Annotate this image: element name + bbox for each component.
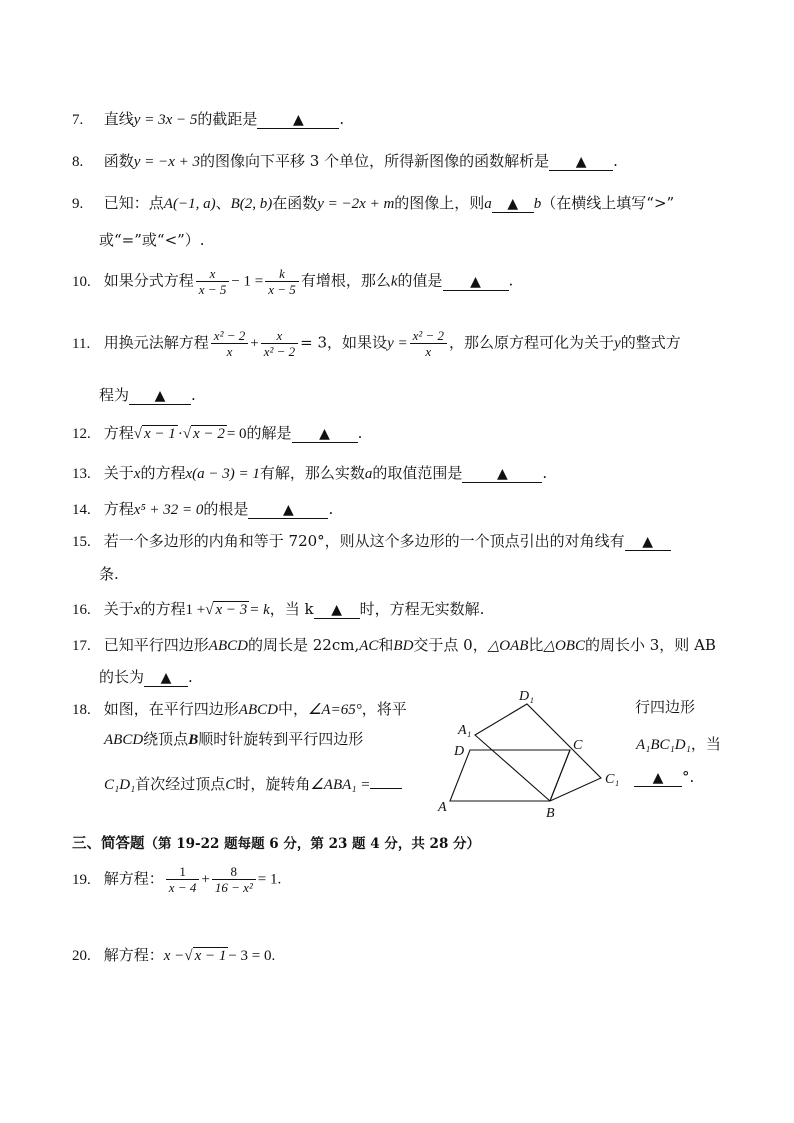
label-d: D	[454, 744, 465, 759]
question-text: 或“=”或“<”）.	[99, 231, 205, 249]
question-text: ，当	[690, 735, 721, 753]
numerator: x	[261, 328, 298, 344]
question-number: 19.	[72, 871, 91, 888]
question-11	[72, 328, 681, 359]
question-18-line2-right	[636, 733, 721, 754]
denominator: x	[226, 344, 233, 359]
question-text: 的截距是	[197, 110, 258, 128]
label-c1: C₁	[605, 772, 620, 787]
denominator: 16 − x²	[214, 880, 253, 895]
label-a1: A₁	[458, 723, 472, 738]
question-text: 的长为	[99, 668, 145, 686]
variable-k: k	[390, 273, 398, 290]
question-text: 已知平行四边形	[103, 636, 209, 654]
angle: ∠A=65°	[307, 702, 362, 718]
question-19	[72, 864, 281, 895]
question-9-line2	[99, 229, 205, 250]
question-text: ，将平	[361, 700, 407, 718]
question-number: 14.	[72, 502, 91, 518]
answer-blank[interactable]: ▲	[257, 112, 339, 129]
segment: AC	[359, 638, 379, 654]
answer-blank[interactable]: ▲	[549, 154, 613, 171]
question-number: 12.	[72, 426, 91, 442]
question-text: 首次经过顶点	[135, 775, 226, 793]
equation: x⁵ + 32 = 0	[133, 502, 204, 518]
denominator: x² − 2	[263, 344, 296, 359]
question-text: 直线	[103, 110, 134, 128]
denominator: x − 4	[168, 880, 197, 895]
question-text: 的值是	[397, 271, 443, 290]
variable-y: y	[614, 335, 621, 352]
label-d1: D₁	[519, 689, 534, 704]
question-9	[72, 192, 674, 213]
answer-blank[interactable]: ▲	[248, 502, 328, 519]
numerator: x² − 2	[410, 328, 447, 344]
period: .	[542, 464, 548, 482]
question-text: 程为	[99, 386, 130, 404]
fraction	[265, 266, 299, 297]
question-17	[72, 634, 716, 655]
figure-name: ABCD	[104, 732, 144, 748]
numerator: 8	[212, 864, 256, 880]
question-18	[72, 698, 407, 719]
question-text: 在函数	[272, 194, 318, 212]
answer-blank[interactable]: ▲	[292, 426, 358, 443]
segment: C₁D₁	[104, 777, 136, 793]
question-text: 顺时针旋转到平行四边形	[198, 730, 364, 748]
question-text: 有解，那么实数	[259, 464, 365, 482]
variable-x: x	[133, 466, 141, 482]
separator: 、	[215, 194, 231, 212]
segment: BD	[393, 638, 414, 654]
equation: = 1.	[257, 871, 282, 888]
radicand: x − 1	[194, 948, 227, 964]
question-text: 的图像上，则	[394, 194, 485, 212]
answer-blank[interactable]: ▲	[144, 670, 188, 687]
parallelogram-rotation-figure	[430, 688, 630, 820]
variable-x: x	[133, 602, 141, 618]
denominator: x − 5	[198, 282, 227, 297]
question-text: 绕顶点	[143, 730, 189, 748]
label-b: B	[546, 806, 555, 820]
question-text: 有增根，那么	[300, 271, 391, 290]
point-b: B(2, b)	[230, 196, 273, 212]
answer-underline	[370, 772, 402, 789]
equation: x −	[163, 948, 185, 964]
question-number: 20.	[72, 948, 91, 964]
question-text: 函数	[103, 152, 134, 170]
question-text: 关于	[103, 600, 134, 618]
period: .	[339, 110, 345, 128]
question-text: 时，方程无实数解.	[359, 600, 485, 618]
question-18-line2	[104, 728, 363, 749]
question-number: 15.	[72, 534, 91, 550]
question-11-line2	[99, 384, 196, 405]
variable-a: a	[484, 196, 492, 212]
question-15-line2	[99, 563, 119, 584]
equation: = k	[249, 602, 270, 618]
question-17-line2	[99, 666, 193, 687]
period: .	[613, 152, 618, 170]
question-text: 的方程	[140, 600, 186, 618]
question-text: 解方程：	[103, 869, 164, 888]
label-c: C	[573, 738, 583, 753]
equation: y = −2x + m	[317, 196, 395, 212]
sqrt-expression: √ x − 1	[184, 948, 227, 964]
question-18-cont	[635, 696, 695, 717]
question-number: 17.	[72, 638, 91, 654]
point-c: C	[225, 777, 236, 793]
question-text: 解方程：	[103, 946, 164, 964]
question-text: 的根是	[203, 500, 249, 518]
question-text: 条.	[99, 565, 119, 583]
label-a: A	[438, 800, 447, 815]
question-16	[72, 598, 484, 619]
question-text: 行四边形	[635, 698, 696, 716]
answer-blank[interactable]: ▲	[625, 534, 671, 551]
question-text: 关于	[103, 464, 134, 482]
equation: y = 3x − 5	[133, 112, 198, 128]
fraction	[212, 864, 256, 895]
section-title: 三、简答题	[72, 835, 145, 852]
period: .	[508, 271, 514, 290]
answer-blank[interactable]: ▲	[314, 602, 360, 619]
fraction	[211, 328, 248, 359]
operator: 1 +	[185, 602, 206, 618]
substitution: y =	[387, 335, 408, 352]
period: .	[188, 668, 193, 686]
question-number: 13.	[72, 466, 91, 482]
section-heading	[72, 832, 480, 853]
numerator: x² − 2	[211, 328, 248, 344]
operator: +	[201, 871, 210, 888]
question-18-line3	[104, 772, 402, 794]
question-text: 的取值范围是	[372, 464, 463, 482]
question-text: 若一个多边形的内角和等于 720°，则从这个多边形的一个顶点引出的对角线有	[103, 532, 625, 550]
question-text: 时，旋转角	[235, 775, 311, 793]
question-text: 的整式方	[620, 333, 681, 352]
question-text: 如图，在平行四边形	[103, 700, 239, 718]
question-text: 的周长小 3，则 AB	[584, 636, 716, 654]
question-text: ，当 k	[269, 600, 314, 618]
denominator: x − 5	[268, 282, 296, 297]
degree-sign: °.	[682, 768, 695, 786]
question-text: = 3，如果设	[300, 333, 388, 352]
question-12	[72, 422, 362, 443]
question-number: 9.	[72, 196, 84, 212]
question-10	[72, 266, 513, 297]
triangle: △OBC	[543, 638, 585, 654]
question-text: 方程	[103, 500, 134, 518]
sqrt-expression: √ x − 1	[133, 426, 176, 442]
answer-blank[interactable]: ▲	[634, 770, 682, 787]
question-text: 方程	[103, 424, 134, 442]
sqrt-expression: √ x − 3	[205, 602, 248, 618]
variable-b: b	[533, 196, 542, 212]
equation: − 3 = 0.	[228, 948, 276, 964]
fraction	[196, 266, 230, 297]
figure-name: ABCD	[238, 702, 278, 718]
angle: ∠ABA₁ =	[310, 777, 371, 793]
numerator: 1	[166, 864, 200, 880]
question-18-line3-right	[634, 768, 694, 787]
question-number: 7.	[72, 112, 84, 128]
equation: y = −x + 3	[133, 154, 200, 170]
question-number: 18.	[72, 702, 91, 718]
question-number: 10.	[72, 273, 91, 290]
equation: = 0	[226, 426, 247, 442]
question-text: ，那么原方程可化为关于	[449, 333, 615, 352]
question-text: 的解是	[246, 424, 292, 442]
sqrt-expression: √ x − 2	[182, 426, 225, 442]
question-number: 16.	[72, 602, 91, 618]
question-text: 的周长是 22cm,	[247, 636, 360, 654]
period: .	[328, 500, 334, 518]
question-14	[72, 498, 333, 519]
question-text: 用换元法解方程	[103, 333, 209, 352]
point-b: B	[188, 732, 199, 748]
fraction	[410, 328, 447, 359]
answer-blank[interactable]: ▲	[129, 388, 191, 405]
operator: − 1 =	[231, 273, 264, 290]
variable-a: a	[364, 466, 373, 482]
question-number: 8.	[72, 154, 84, 170]
radicand: x − 3	[215, 602, 248, 618]
radicand: x − 1	[144, 426, 176, 442]
period: .	[357, 424, 363, 442]
point-a: A(−1, a)	[163, 196, 216, 212]
question-7	[72, 108, 344, 129]
question-text: 已知：点	[103, 194, 164, 212]
question-text: 的方程	[140, 464, 186, 482]
period: .	[191, 386, 196, 404]
question-text: 的图像向下平移 3 个单位，所得新图像的函数解析是	[199, 152, 550, 170]
numerator: x	[196, 266, 230, 282]
denominator: x	[425, 344, 432, 359]
question-text: 比	[528, 636, 544, 654]
question-text: （在横线上填写“>”	[541, 194, 675, 212]
question-text: 中，	[277, 700, 308, 718]
triangle: △OAB	[487, 638, 529, 654]
radicand: x − 2	[193, 426, 225, 442]
answer-blank[interactable]: ▲	[443, 274, 509, 291]
equation: x(a − 3) = 1	[185, 466, 260, 482]
fraction	[261, 328, 298, 359]
question-20	[72, 944, 275, 965]
answer-blank[interactable]: ▲	[462, 466, 542, 483]
figure-name: ABCD	[208, 638, 248, 654]
question-text: 和	[378, 636, 394, 654]
numerator: k	[265, 266, 299, 282]
question-text: 如果分式方程	[103, 271, 194, 290]
section-note: （第 19-22 题每题 6 分，第 23 题 4 分，共 28 分）	[144, 836, 481, 852]
operator: +	[250, 335, 259, 352]
fraction	[166, 864, 200, 895]
question-text: 交于点 0，	[413, 636, 488, 654]
parallelogram-abcd	[450, 750, 570, 801]
question-15	[72, 530, 671, 551]
question-8	[72, 150, 618, 171]
operator: ·	[177, 426, 183, 442]
answer-blank[interactable]: ▲	[492, 196, 534, 213]
question-13	[72, 462, 547, 483]
question-number: 11.	[72, 335, 91, 352]
figure-name: A₁BC₁D₁	[636, 737, 691, 753]
